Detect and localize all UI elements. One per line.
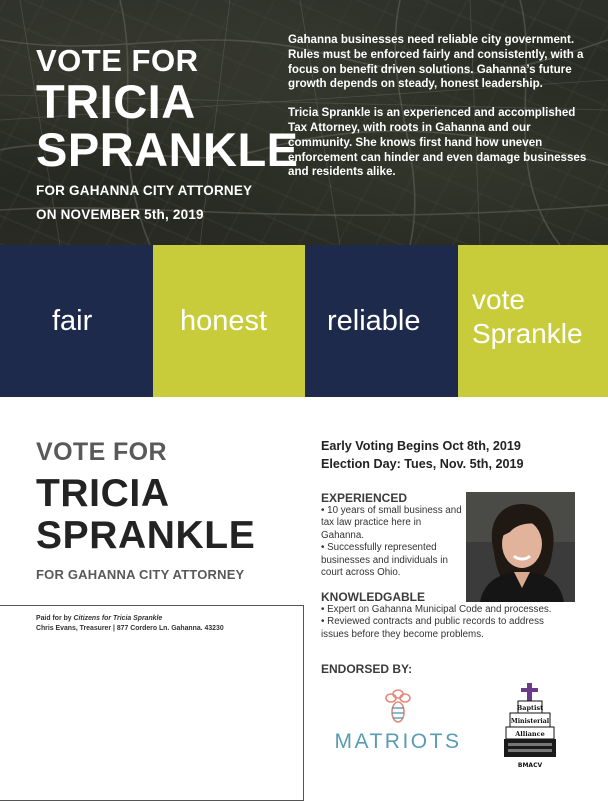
paid-for-committee: Citizens for Tricia Sprankle [73,615,163,622]
experienced-list [321,505,466,579]
knowledgable-bullet: • Expert on Gahanna Municipal Code and processes. [321,604,552,615]
paid-for-treasurer: Chris Evans, Treasurer | 877 Cordero Ln. Gahanna. 43230 [36,624,224,632]
lower-office: FOR GAHANNA CITY ATTORNEY [36,567,245,582]
hero-office: FOR GAHANNA CITY ATTORNEY [36,183,253,198]
matriots-logo [328,686,468,756]
paid-for-prefix: Paid for by [36,615,72,622]
hero-copy [288,33,588,180]
hero-name-last: SPRANKLE [36,123,299,176]
bmacv-line3: Alliance [515,730,545,738]
endorsed-heading: ENDORSED BY: [321,662,413,676]
value-tiles [0,245,608,397]
tile-fair [0,245,153,397]
knowledgable-heading: KNOWLEDGABLE [321,590,425,604]
tile-vote-sprankle [458,245,608,397]
lower-name-last: SPRANKLE [36,514,256,557]
candidate-portrait-image [466,492,575,602]
tile-fair-label: fair [52,305,93,337]
hero-name-first: TRICIA [36,75,196,128]
bmacv-line1: Baptist [516,704,544,712]
hero-paragraph-2: Tricia Sprankle is an experienced and accomplished Tax Attorney, with roots in Gahanna and our community. She knows first hand how uneven enforcement can hinder and even damage businesses and residents alike. [288,106,587,179]
voting-dates [321,438,591,473]
experienced-heading: EXPERIENCED [321,491,408,505]
knowledgable-bullet: • Reviewed contracts and public records to address issues before they become problems. [321,616,544,640]
bmacv-line2: Ministerial [510,718,550,725]
tile-honest-label: honest [180,305,268,337]
tile-vote-line2: Sprankle [472,318,583,349]
bmacv-logo [500,683,560,773]
lower-name-first: TRICIA [36,472,170,515]
lower-vote-for: VOTE FOR [36,438,167,466]
tile-honest [153,245,305,397]
matriots-emblem-icon [328,686,468,730]
bmacv-acronym: BMACV [517,762,543,769]
experienced-bullet: • 10 years of small business and tax law practice here in Gahanna. [321,505,462,541]
hero-paragraph-1: Gahanna businesses need reliable city government. Rules must be enforced fairly and consistently, with a focus on benefit driven solutions. Gahanna’s future growth depends on steady, honest leadership. [288,33,584,91]
early-voting-date: Early Voting Begins Oct 8th, 2019 [321,439,521,453]
election-day-date: Election Day: Tues, Nov. 5th, 2019 [321,456,524,471]
candidate-photo [466,492,575,602]
paid-for-disclaimer [36,614,224,633]
tile-reliable [305,245,458,397]
hero-election-date: ON NOVEMBER 5th, 2019 [36,207,204,222]
tile-vote-line1: vote [472,284,525,315]
lower-title-block [36,437,255,582]
tile-reliable-label: reliable [327,305,421,337]
hero-vote-for: VOTE FOR [36,43,199,78]
mailing-label-box [0,605,304,801]
hero-banner [0,0,608,245]
bmacv-church-emblem-icon [500,683,560,773]
hero-title-block [36,44,299,226]
matriots-wordmark: MATRIOTS [334,730,462,753]
experienced-bullet: • Successfully represented businesses and individuals in court across Ohio. [321,542,448,579]
knowledgable-list [321,604,561,641]
